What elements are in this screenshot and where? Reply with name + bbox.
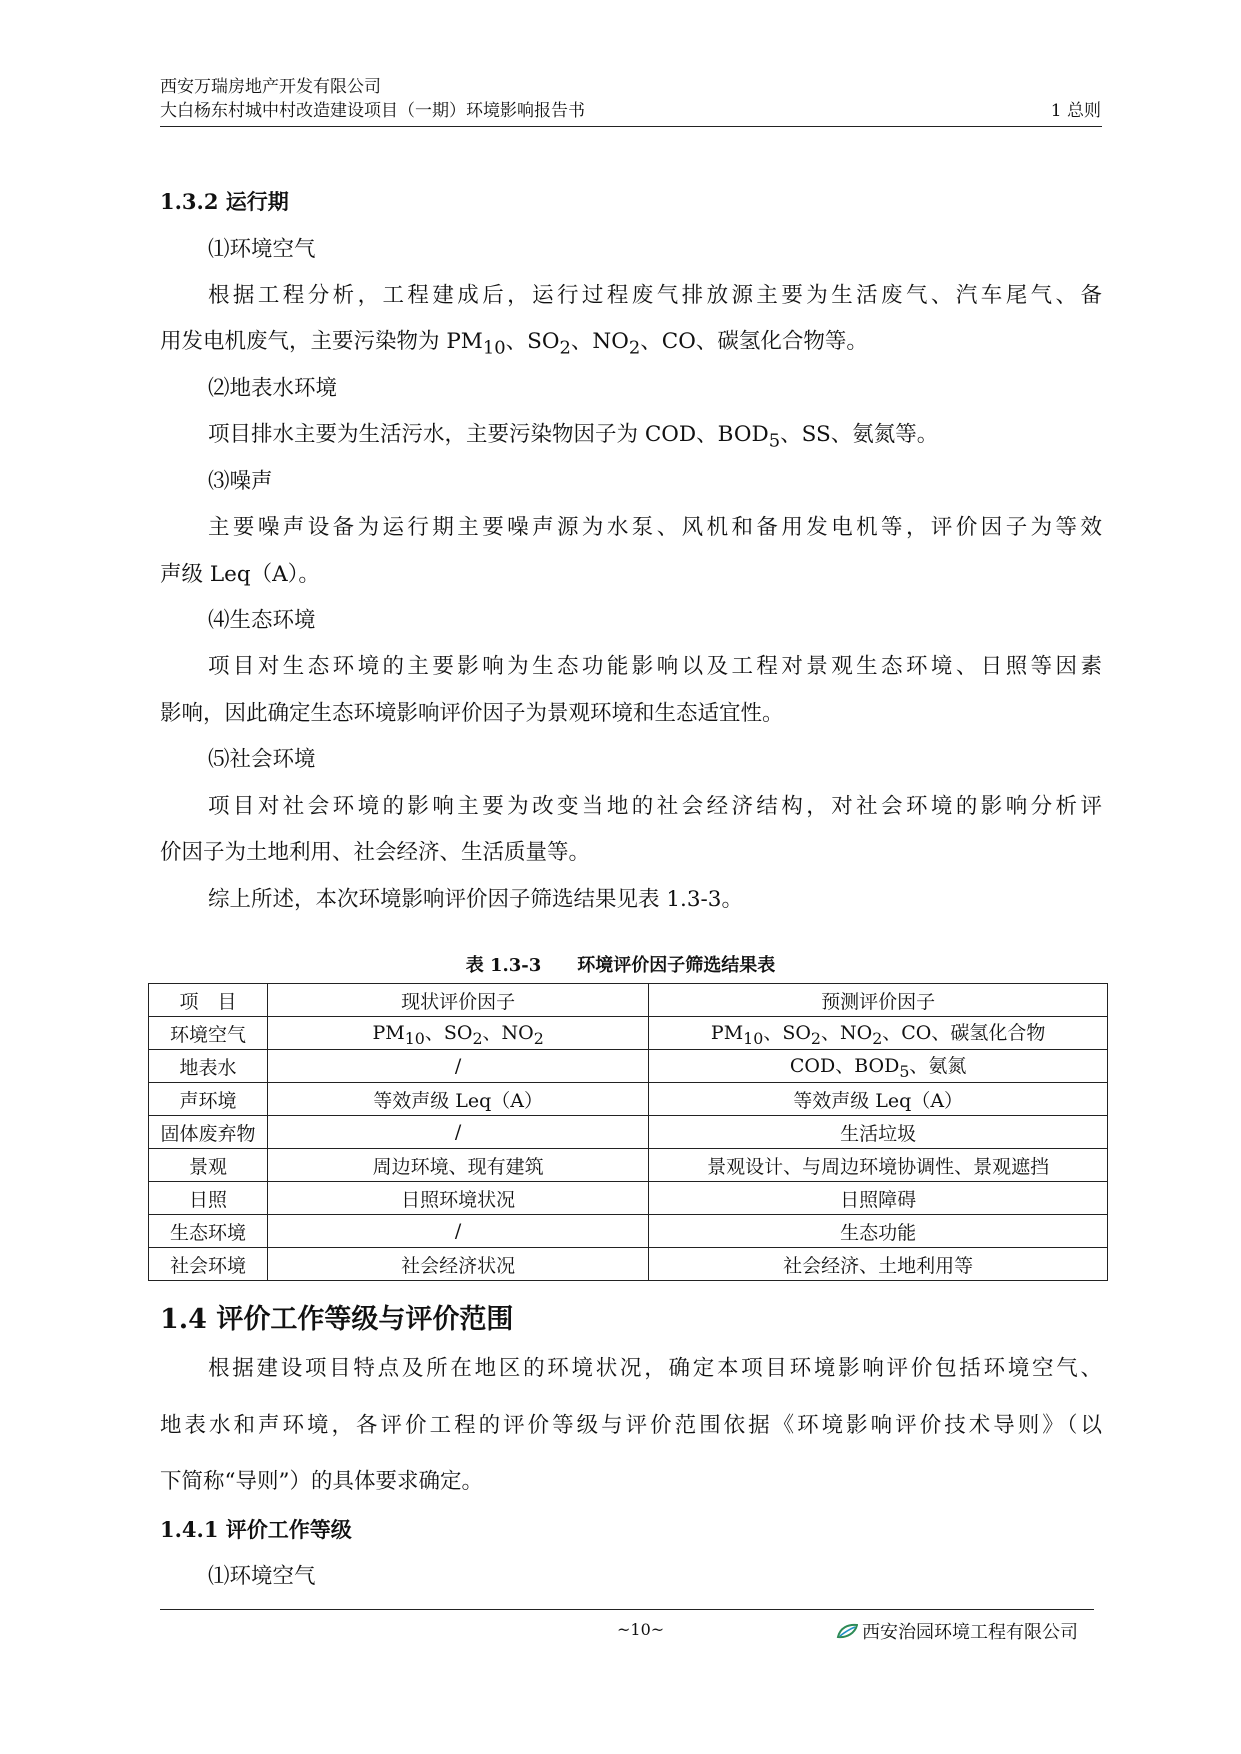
table-cell: 日照障碍 xyxy=(649,1182,1108,1215)
ecology-paragraph-line-2: 影响，因此确定生态环境影响评价因子为景观环境和生态适宜性。 xyxy=(160,701,784,726)
table-row xyxy=(149,1083,1108,1116)
table-cell: 社会经济状况 xyxy=(267,1248,648,1281)
factor-screening-table xyxy=(148,983,1108,1281)
air-paragraph-line-1: 根据工程分析，工程建成后，运行过程废气排放源主要为生活废气、汽车尾气、备 xyxy=(208,283,1102,308)
table-cell: COD、$BOD_5$、氨氮 xyxy=(649,1050,1108,1083)
section-1-4-paragraph-line-2: 地表水和声环境，各评价工程的评价等级与评价范围依据《环境影响评价技术导则》（以 xyxy=(160,1413,1102,1438)
section-1-4-1-title: 1.4.1 评价工作等级 xyxy=(160,1517,352,1542)
air-paragraph-line-2: 用发电机废气，主要污染物为 $PM_{10}$、$SO_2$、$NO_2$、CO、碳氢化合物等。 xyxy=(160,329,868,359)
table-caption: 表 1.3-3 环境评价因子筛选结果表 xyxy=(465,955,776,976)
ecology-paragraph-line-1: 项目对生态环境的主要影响为生态功能影响以及工程对景观生态环境、日照等因素 xyxy=(208,654,1102,679)
section-1-3-2-title: 1.3.2 运行期 xyxy=(160,189,289,214)
table-cell: 等效声级 Leq（A） xyxy=(267,1083,648,1116)
table-cell: 日照 xyxy=(149,1182,268,1215)
table-cell: 生态功能 xyxy=(649,1215,1108,1248)
table-header-row xyxy=(149,984,1108,1017)
leaf-logo-icon xyxy=(836,1623,858,1639)
water-heading: ⑵地表水环境 xyxy=(208,376,338,401)
ecology-heading: ⑷生态环境 xyxy=(208,608,316,633)
table-cell: / xyxy=(267,1050,648,1083)
table-cell: 地表水 xyxy=(149,1050,268,1083)
table-cell: 等效声级 Leq（A） xyxy=(649,1083,1108,1116)
table-cell: $PM_{10}$、$SO_2$、$NO_2$、CO、碳氢化合物 xyxy=(649,1017,1108,1050)
footer-organization xyxy=(836,1618,1078,1644)
section-1-4-paragraph-line-3: 下简称“导则”）的具体要求确定。 xyxy=(160,1469,483,1494)
table-row xyxy=(149,1050,1108,1083)
table-row xyxy=(149,1215,1108,1248)
water-paragraph: 项目排水主要为生活污水，主要污染物因子为 COD、$BOD_5$、SS、氨氮等。 xyxy=(208,422,939,452)
section-1-4-1-air-heading: ⑴环境空气 xyxy=(208,1564,316,1589)
section-1-4-paragraph-line-1: 根据建设项目特点及所在地区的环境状况，确定本项目环境影响评价包括环境空气、 xyxy=(208,1356,1102,1381)
header-divider xyxy=(160,126,1102,127)
header-chapter: 1 总则 xyxy=(1050,101,1101,121)
table-cell: $PM_{10}$、$SO_2$、$NO_2$ xyxy=(267,1017,648,1050)
table-header-cell: 预测评价因子 xyxy=(649,984,1108,1017)
table-cell: 环境空气 xyxy=(149,1017,268,1050)
table-cell: 景观设计、与周边环境协调性、景观遮挡 xyxy=(649,1149,1108,1182)
table-row xyxy=(149,1248,1108,1281)
page-number: ~10~ xyxy=(617,1620,665,1639)
noise-paragraph-line-2: 声级 Leq（A）。 xyxy=(160,562,320,587)
air-heading: ⑴环境空气 xyxy=(208,237,316,262)
footer-organization-name: 西安治园环境工程有限公司 xyxy=(862,1622,1078,1643)
table-header-cell: 现状评价因子 xyxy=(267,984,648,1017)
social-paragraph-line-1: 项目对社会环境的影响主要为改变当地的社会经济结构，对社会环境的影响分析评 xyxy=(208,794,1102,819)
noise-heading: ⑶噪声 xyxy=(208,469,273,494)
footer-divider xyxy=(160,1609,1094,1610)
table-row xyxy=(149,1182,1108,1215)
header-company: 西安万瑞房地产开发有限公司 xyxy=(160,77,381,97)
table-cell: 声环境 xyxy=(149,1083,268,1116)
table-row xyxy=(149,1149,1108,1182)
table-cell: / xyxy=(267,1215,648,1248)
table-cell: 社会经济、土地利用等 xyxy=(649,1248,1108,1281)
table-row xyxy=(149,1017,1108,1050)
summary-paragraph: 综上所述，本次环境影响评价因子筛选结果见表 1.3-3。 xyxy=(208,887,743,912)
table-cell: 周边环境、现有建筑 xyxy=(267,1149,648,1182)
table-row xyxy=(149,1116,1108,1149)
table-cell: 景观 xyxy=(149,1149,268,1182)
social-paragraph-line-2: 价因子为土地利用、社会经济、生活质量等。 xyxy=(160,840,591,865)
table-cell: 生活垃圾 xyxy=(649,1116,1108,1149)
section-1-4-title: 1.4 评价工作等级与评价范围 xyxy=(160,1304,514,1335)
table-cell: / xyxy=(267,1116,648,1149)
table-cell: 社会环境 xyxy=(149,1248,268,1281)
table-cell: 固体废弃物 xyxy=(149,1116,268,1149)
table-cell: 生态环境 xyxy=(149,1215,268,1248)
header-project-title: 大白杨东村城中村改造建设项目（一期）环境影响报告书 xyxy=(160,101,585,121)
social-heading: ⑸社会环境 xyxy=(208,747,316,772)
table-header-cell: 项 目 xyxy=(149,984,268,1017)
noise-paragraph-line-1: 主要噪声设备为运行期主要噪声源为水泵、风机和备用发电机等，评价因子为等效 xyxy=(208,515,1102,540)
table-cell: 日照环境状况 xyxy=(267,1182,648,1215)
